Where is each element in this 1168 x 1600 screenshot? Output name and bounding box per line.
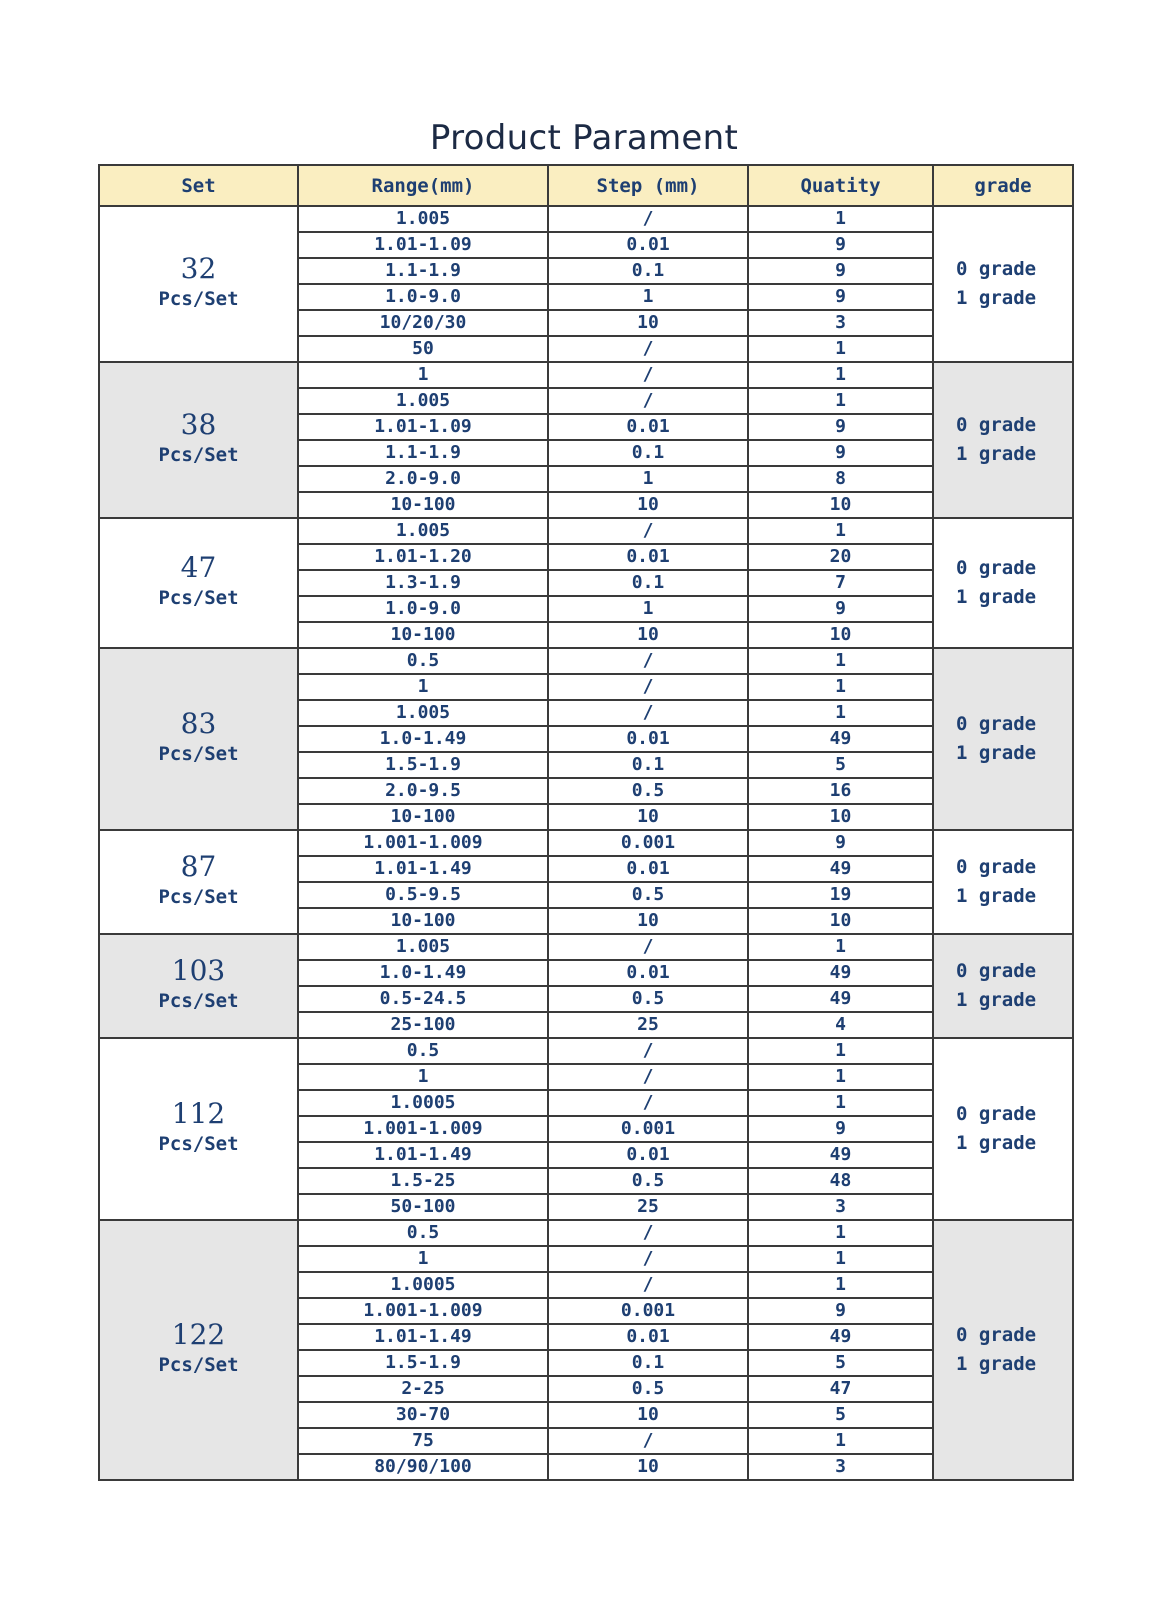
range-cell: 0.5-24.5 (298, 986, 548, 1012)
quantity-cell: 10 (748, 492, 933, 518)
quantity-cell: 1 (748, 518, 933, 544)
step-cell: / (548, 1220, 748, 1246)
step-cell: 25 (548, 1012, 748, 1038)
quantity-cell: 3 (748, 1194, 933, 1220)
range-cell: 1.0005 (298, 1090, 548, 1116)
set-unit: Pcs/Set (158, 1354, 239, 1376)
header-set: Set (99, 165, 298, 206)
set-cell (99, 648, 298, 830)
step-cell: / (548, 518, 748, 544)
quantity-cell: 1 (748, 1038, 933, 1064)
quantity-cell: 1 (748, 1220, 933, 1246)
quantity-cell: 48 (748, 1168, 933, 1194)
grade-label: 0 grade (956, 414, 1037, 436)
grade-cell (933, 518, 1073, 648)
grade-label: 0 grade (956, 856, 1037, 878)
quantity-cell: 3 (748, 1454, 933, 1480)
quantity-cell: 1 (748, 1064, 933, 1090)
range-cell: 1.001-1.009 (298, 1116, 548, 1142)
step-cell: 0.01 (548, 726, 748, 752)
step-cell: 0.1 (548, 440, 748, 466)
grade-label: 0 grade (956, 1103, 1037, 1125)
quantity-cell: 9 (748, 596, 933, 622)
step-cell: 0.1 (548, 1350, 748, 1376)
range-cell: 1.0005 (298, 1272, 548, 1298)
range-cell: 10-100 (298, 622, 548, 648)
set-unit: Pcs/Set (158, 587, 239, 609)
range-cell: 1.5-1.9 (298, 752, 548, 778)
step-cell: / (548, 362, 748, 388)
range-cell: 50-100 (298, 1194, 548, 1220)
quantity-cell: 1 (748, 206, 933, 232)
quantity-cell: 49 (748, 726, 933, 752)
range-cell: 80/90/100 (298, 1454, 548, 1480)
quantity-cell: 9 (748, 414, 933, 440)
range-cell: 25-100 (298, 1012, 548, 1038)
set-cell (99, 934, 298, 1038)
quantity-cell: 9 (748, 440, 933, 466)
range-cell: 75 (298, 1428, 548, 1454)
range-cell: 1 (298, 674, 548, 700)
quantity-cell: 1 (748, 1246, 933, 1272)
range-cell: 1.001-1.009 (298, 830, 548, 856)
step-cell: / (548, 648, 748, 674)
quantity-cell: 1 (748, 388, 933, 414)
step-cell: 10 (548, 908, 748, 934)
grade-cell (933, 362, 1073, 518)
range-cell: 1.1-1.9 (298, 258, 548, 284)
set-count: 32 (180, 252, 217, 285)
quantity-cell: 1 (748, 1090, 933, 1116)
quantity-cell: 19 (748, 882, 933, 908)
grade-cell (933, 934, 1073, 1038)
quantity-cell: 49 (748, 960, 933, 986)
set-cell (99, 1038, 298, 1220)
range-cell: 1.01-1.09 (298, 414, 548, 440)
header-grade: grade (933, 165, 1073, 206)
quantity-cell: 7 (748, 570, 933, 596)
header-quantity: Quatity (748, 165, 933, 206)
quantity-cell: 9 (748, 1116, 933, 1142)
range-cell: 0.5 (298, 1038, 548, 1064)
quantity-cell: 5 (748, 1402, 933, 1428)
page-title: Product Parament (429, 118, 739, 158)
step-cell: 10 (548, 492, 748, 518)
quantity-cell: 49 (748, 856, 933, 882)
quantity-cell: 5 (748, 1350, 933, 1376)
step-cell: 0.1 (548, 570, 748, 596)
grade-label: 1 grade (956, 287, 1037, 309)
quantity-cell: 10 (748, 622, 933, 648)
step-cell: / (548, 1246, 748, 1272)
set-unit: Pcs/Set (158, 444, 239, 466)
range-cell: 1.5-1.9 (298, 1350, 548, 1376)
quantity-cell: 10 (748, 804, 933, 830)
table-header-row (99, 165, 1073, 206)
step-cell: 10 (548, 804, 748, 830)
quantity-cell: 8 (748, 466, 933, 492)
quantity-cell: 1 (748, 674, 933, 700)
set-cell (99, 518, 298, 648)
range-cell: 10-100 (298, 908, 548, 934)
header-range: Range(mm) (298, 165, 548, 206)
quantity-cell: 16 (748, 778, 933, 804)
step-cell: 0.01 (548, 856, 748, 882)
quantity-cell: 9 (748, 1298, 933, 1324)
range-cell: 1.01-1.20 (298, 544, 548, 570)
step-cell: 10 (548, 622, 748, 648)
grade-cell (933, 206, 1073, 362)
quantity-cell: 49 (748, 1142, 933, 1168)
step-cell: 0.01 (548, 414, 748, 440)
step-cell: / (548, 1428, 748, 1454)
quantity-cell: 49 (748, 1324, 933, 1350)
range-cell: 1.001-1.009 (298, 1298, 548, 1324)
set-count: 112 (171, 1097, 226, 1130)
range-cell: 1.0-1.49 (298, 726, 548, 752)
range-cell: 2.0-9.5 (298, 778, 548, 804)
grade-label: 0 grade (956, 1324, 1037, 1346)
set-unit: Pcs/Set (158, 886, 239, 908)
quantity-cell: 1 (748, 934, 933, 960)
step-cell: 0.001 (548, 1298, 748, 1324)
range-cell: 1.005 (298, 206, 548, 232)
step-cell: 25 (548, 1194, 748, 1220)
range-cell: 1.005 (298, 934, 548, 960)
range-cell: 0.5 (298, 1220, 548, 1246)
grade-cell (933, 1038, 1073, 1220)
grade-cell (933, 830, 1073, 934)
step-cell: / (548, 1272, 748, 1298)
grade-label: 1 grade (956, 1353, 1037, 1375)
range-cell: 1.01-1.49 (298, 1142, 548, 1168)
range-cell: 0.5 (298, 648, 548, 674)
range-cell: 1.1-1.9 (298, 440, 548, 466)
quantity-cell: 9 (748, 258, 933, 284)
table-body (99, 206, 1073, 1480)
grade-label: 0 grade (956, 557, 1037, 579)
quantity-cell: 10 (748, 908, 933, 934)
step-cell: 10 (548, 1402, 748, 1428)
set-unit: Pcs/Set (158, 288, 239, 310)
step-cell: 0.01 (548, 232, 748, 258)
step-cell: 0.1 (548, 258, 748, 284)
header-step: Step (mm) (548, 165, 748, 206)
quantity-cell: 9 (748, 232, 933, 258)
step-cell: / (548, 336, 748, 362)
table-row (99, 648, 1073, 674)
grade-label: 1 grade (956, 742, 1037, 764)
range-cell: 2-25 (298, 1376, 548, 1402)
product-parameter-table (98, 164, 1074, 1481)
table-row (99, 518, 1073, 544)
step-cell: 0.5 (548, 778, 748, 804)
step-cell: / (548, 1038, 748, 1064)
set-count: 122 (171, 1318, 226, 1351)
step-cell: 0.5 (548, 1168, 748, 1194)
step-cell: 0.1 (548, 752, 748, 778)
grade-cell (933, 1220, 1073, 1480)
table-row (99, 1220, 1073, 1246)
quantity-cell: 1 (748, 1428, 933, 1454)
grade-label: 0 grade (956, 960, 1037, 982)
range-cell: 1.005 (298, 700, 548, 726)
step-cell: 0.5 (548, 882, 748, 908)
set-count: 87 (180, 850, 217, 883)
table-row (99, 362, 1073, 388)
quantity-cell: 1 (748, 336, 933, 362)
step-cell: / (548, 206, 748, 232)
quantity-cell: 49 (748, 986, 933, 1012)
range-cell: 1.5-25 (298, 1168, 548, 1194)
range-cell: 50 (298, 336, 548, 362)
range-cell: 1 (298, 1246, 548, 1272)
range-cell: 1 (298, 1064, 548, 1090)
quantity-cell: 5 (748, 752, 933, 778)
step-cell: / (548, 1090, 748, 1116)
range-cell: 0.5-9.5 (298, 882, 548, 908)
set-count: 38 (180, 408, 217, 441)
set-count: 83 (180, 707, 217, 740)
range-cell: 1 (298, 362, 548, 388)
table-row (99, 830, 1073, 856)
quantity-cell: 20 (748, 544, 933, 570)
step-cell: 0.001 (548, 1116, 748, 1142)
set-count: 47 (180, 551, 217, 584)
range-cell: 1.01-1.49 (298, 856, 548, 882)
range-cell: 1.0-9.0 (298, 284, 548, 310)
step-cell: / (548, 934, 748, 960)
quantity-cell: 9 (748, 830, 933, 856)
set-cell (99, 206, 298, 362)
table-row (99, 1038, 1073, 1064)
step-cell: 0.01 (548, 544, 748, 570)
grade-cell (933, 648, 1073, 830)
step-cell: / (548, 1064, 748, 1090)
quantity-cell: 1 (748, 700, 933, 726)
set-count: 103 (171, 954, 226, 987)
set-cell (99, 830, 298, 934)
set-unit: Pcs/Set (158, 743, 239, 765)
grade-label: 1 grade (956, 443, 1037, 465)
set-cell (99, 362, 298, 518)
range-cell: 2.0-9.0 (298, 466, 548, 492)
quantity-cell: 47 (748, 1376, 933, 1402)
range-cell: 30-70 (298, 1402, 548, 1428)
step-cell: 10 (548, 310, 748, 336)
grade-label: 0 grade (956, 258, 1037, 280)
step-cell: / (548, 700, 748, 726)
grade-label: 1 grade (956, 989, 1037, 1011)
set-unit: Pcs/Set (158, 990, 239, 1012)
set-cell (99, 1220, 298, 1480)
range-cell: 10-100 (298, 492, 548, 518)
range-cell: 1.0-1.49 (298, 960, 548, 986)
step-cell: 0.01 (548, 1142, 748, 1168)
step-cell: 0.01 (548, 960, 748, 986)
range-cell: 1.3-1.9 (298, 570, 548, 596)
grade-label: 1 grade (956, 586, 1037, 608)
range-cell: 1.005 (298, 388, 548, 414)
range-cell: 1.005 (298, 518, 548, 544)
quantity-cell: 1 (748, 1272, 933, 1298)
step-cell: 10 (548, 1454, 748, 1480)
range-cell: 10/20/30 (298, 310, 548, 336)
table-row (99, 206, 1073, 232)
range-cell: 1.01-1.09 (298, 232, 548, 258)
set-unit: Pcs/Set (158, 1133, 239, 1155)
range-cell: 1.01-1.49 (298, 1324, 548, 1350)
step-cell: 1 (548, 284, 748, 310)
step-cell: / (548, 388, 748, 414)
range-cell: 10-100 (298, 804, 548, 830)
range-cell: 1.0-9.0 (298, 596, 548, 622)
step-cell: 0.001 (548, 830, 748, 856)
quantity-cell: 1 (748, 648, 933, 674)
quantity-cell: 1 (748, 362, 933, 388)
step-cell: 0.01 (548, 1324, 748, 1350)
quantity-cell: 9 (748, 284, 933, 310)
step-cell: 0.5 (548, 1376, 748, 1402)
table-row (99, 934, 1073, 960)
step-cell: 1 (548, 466, 748, 492)
grade-label: 1 grade (956, 885, 1037, 907)
step-cell: 1 (548, 596, 748, 622)
quantity-cell: 4 (748, 1012, 933, 1038)
quantity-cell: 3 (748, 310, 933, 336)
grade-label: 0 grade (956, 713, 1037, 735)
step-cell: 0.5 (548, 986, 748, 1012)
step-cell: / (548, 674, 748, 700)
grade-label: 1 grade (956, 1132, 1037, 1154)
